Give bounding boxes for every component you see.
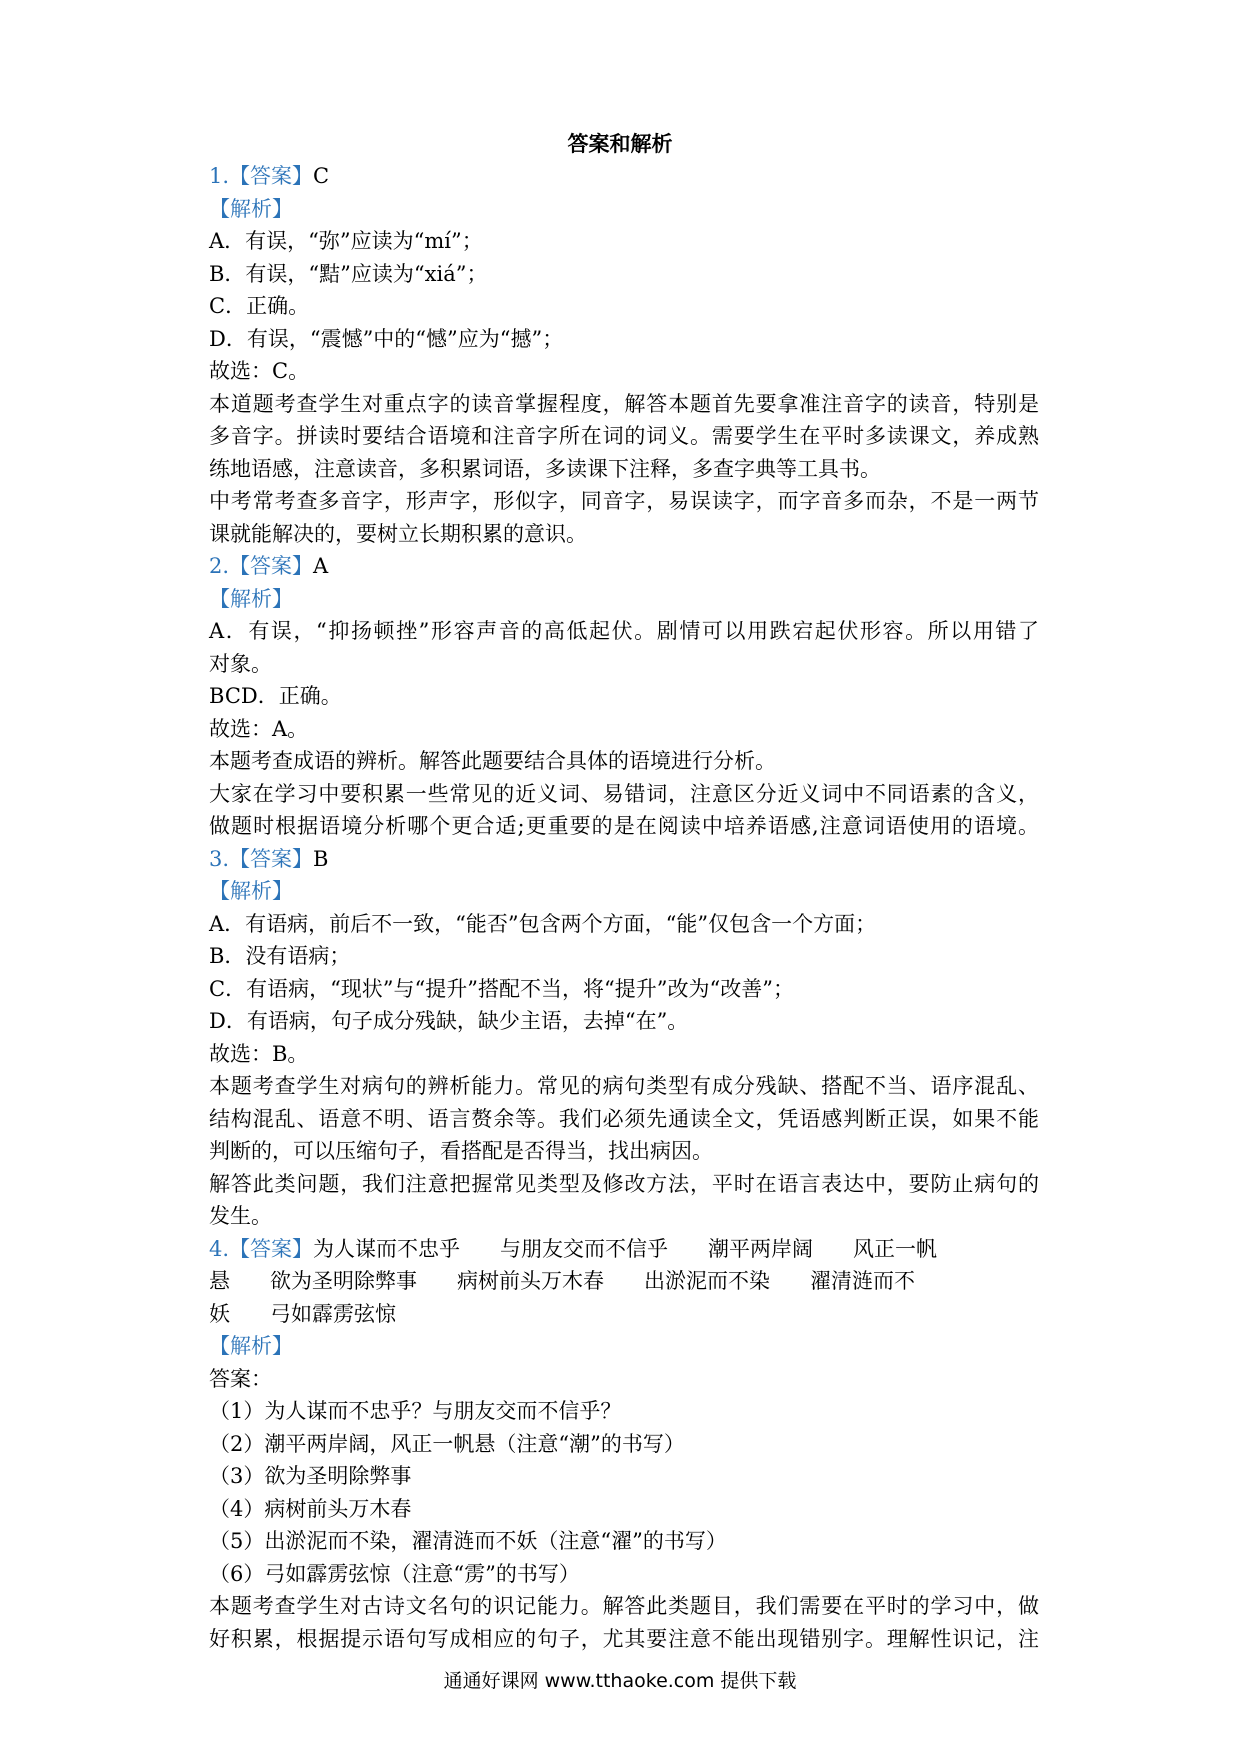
q4-answer-item: 与朋友交而不信乎 — [500, 1236, 669, 1261]
q3-line: A．有语病，前后不一致，“能否”包含两个方面，“能”仅包含一个方面； — [209, 911, 877, 936]
q3-line: 故选：B。 — [209, 1041, 309, 1066]
q4-line: 答案： — [209, 1366, 272, 1391]
q3-line: 发生。 — [209, 1204, 272, 1228]
q4-answer-item: 悬 — [209, 1269, 230, 1293]
q1-answer: C — [313, 164, 330, 188]
q4-line: （5）出淤泥而不染，濯清涟而不妖（注意“濯”的书写） — [209, 1529, 727, 1553]
q1-answer-line — [209, 160, 1039, 193]
q4-answer-item: 妖 — [209, 1301, 230, 1326]
q3-line: 解答此类问题，我们注意把握常见类型及修改方法，平时在语言表达中，要防止病句的 — [209, 1171, 1039, 1196]
q2-line: 大家在学习中要积累一些常见的近义词、易错词，注意区分近义词中不同语素的含义， — [209, 781, 1039, 806]
q3-line: B．没有语病； — [209, 944, 351, 968]
q4-answer-item: 病树前头万木春 — [457, 1269, 604, 1293]
q3-line: 判断的，可以压缩句子，看搭配是否得当，找出病因。 — [209, 1139, 713, 1163]
q1-number: 1. — [209, 164, 230, 188]
q4-analysis-tag: 【解析】 — [209, 1334, 293, 1358]
q1-line: D．有误，“震憾”中的“憾”应为“撼”； — [209, 326, 564, 351]
q4-line: （6）弓如霹雳弦惊（注意“雳”的书写） — [209, 1561, 580, 1586]
q2-line: 故选：A。 — [209, 716, 309, 741]
q1-line: B．有误，“黠”应读为“xiá”； — [209, 261, 488, 286]
q2-line: A．有误，“抑扬顿挫”形容声音的高低起伏。剧情可以用跌宕起伏形容。所以用错了 — [209, 619, 1039, 643]
q3-answer-tag: 【答案】 — [229, 846, 314, 871]
q1-line: 故选：C。 — [209, 359, 310, 383]
q4-answer-item: 潮平两岸阔 — [708, 1236, 814, 1261]
q3-line: 结构混乱、语意不明、语言赘余等。我们必须先通读全文，凭语感判断正误，如果不能 — [209, 1106, 1039, 1131]
q3-number: 3. — [209, 846, 230, 871]
q3-line: D．有语病，句子成分残缺，缺少主语，去掉“在”。 — [209, 1009, 689, 1033]
q2-line: 对象。 — [209, 651, 272, 676]
q2-number: 2. — [209, 554, 230, 578]
document-body — [209, 160, 1039, 1655]
q4-answer-item: 欲为圣明除弊事 — [270, 1269, 417, 1293]
q2-answer: A — [313, 554, 329, 578]
q4-number: 4. — [209, 1236, 230, 1261]
q3-answer: B — [313, 846, 329, 871]
q4-answer-line — [209, 1298, 1039, 1331]
q4-line: （2）潮平两岸阔，风正一帆悬（注意“潮”的书写） — [209, 1431, 685, 1456]
q1-line: 多音字。拼读时要结合语境和注音字所在词的词义。需要学生在平时多读课文，养成熟 — [209, 424, 1039, 448]
q4-line: （4）病树前头万木春 — [209, 1496, 412, 1521]
q4-answer-line — [209, 1265, 1039, 1298]
q3-analysis-tag: 【解析】 — [209, 879, 293, 903]
q1-line: 本道题考查学生对重点字的读音掌握程度，解答本题首先要拿准注音字的读音，特别是 — [209, 391, 1039, 416]
q4-answer-tag: 【答案】 — [229, 1236, 314, 1261]
page-title: 答案和解析 — [567, 132, 673, 156]
q1-line: 课就能解决的，要树立长期积累的意识。 — [209, 521, 587, 546]
q1-line: 中考常考查多音字，形声字，形似字，同音字，易误读字，而字音多而杂，不是一两节 — [209, 489, 1039, 513]
q4-answer-item: 为人谋而不忠乎 — [313, 1236, 461, 1261]
q4-line: （1）为人谋而不忠乎？与朋友交而不信乎？ — [209, 1399, 622, 1423]
q2-answer-tag: 【答案】 — [229, 554, 314, 578]
q2-analysis-tag: 【解析】 — [209, 586, 293, 611]
q1-line: A．有误，“弥”应读为“mí”； — [209, 229, 483, 253]
q4-answer-item: 风正一帆 — [853, 1236, 938, 1261]
q2-line: BCD．正确。 — [209, 684, 342, 708]
q4-line: （3）欲为圣明除弊事 — [209, 1464, 412, 1488]
q4-answer-item: 出淤泥而不染 — [644, 1269, 770, 1293]
q4-line: 好积累，根据提示语句写成相应的句子，尤其要注意不能出现错别字。理解性识记，注 — [209, 1626, 1039, 1651]
q4-answer-item: 濯清涟而不 — [810, 1269, 915, 1293]
q4-line: 本题考查学生对古诗文名句的识记能力。解答此类题目，我们需要在平时的学习中，做 — [209, 1594, 1039, 1618]
q1-analysis-tag: 【解析】 — [209, 196, 293, 221]
q2-line: 本题考查成语的辨析。解答此题要结合具体的语境进行分析。 — [209, 749, 776, 773]
q2-answer-line — [209, 550, 1039, 583]
q3-answer-line — [209, 843, 1039, 876]
q1-line: 练地语感，注意读音，多积累词语，多读课下注释，多查字典等工具书。 — [209, 456, 881, 481]
q4-answer-line — [209, 1233, 1039, 1266]
page-footer: 通通好课网 www.tthaoke.com 提供下载 — [443, 1670, 797, 1692]
q2-line: 做题时根据语境分析哪个更合适;更重要的是在阅读中培养语感,注意词语使用的语境。 — [209, 814, 1039, 838]
q3-line: C．有语病，“现状”与“提升”搭配不当，将“提升”改为“改善”； — [209, 976, 794, 1001]
q3-line: 本题考查学生对病句的辨析能力。常见的病句类型有成分残缺、搭配不当、语序混乱、 — [209, 1074, 1039, 1098]
q1-answer-tag: 【答案】 — [229, 164, 314, 188]
q4-answer-item: 弓如霹雳弦惊 — [270, 1301, 396, 1326]
q1-line: C．正确。 — [209, 294, 310, 318]
